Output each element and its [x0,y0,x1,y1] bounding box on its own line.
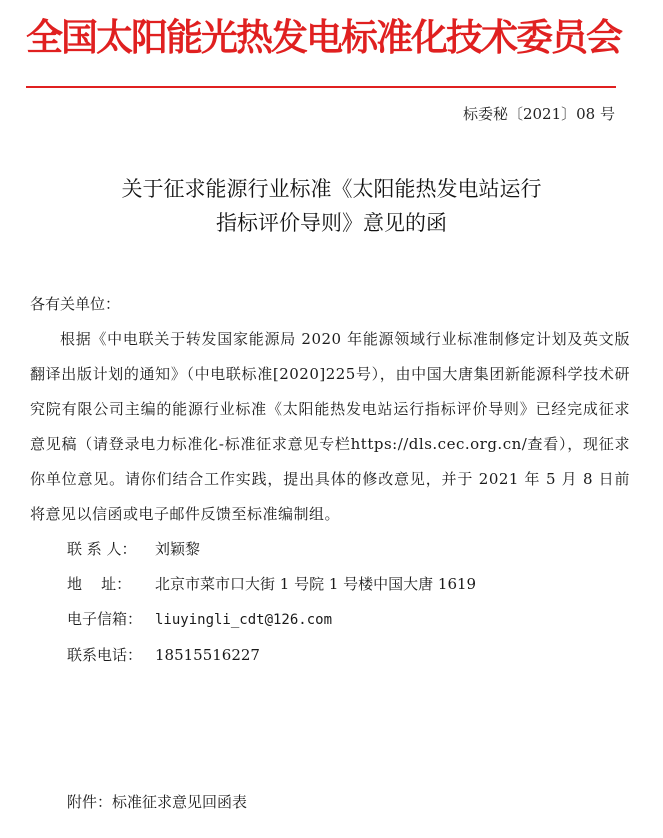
contact-address-label: 地 址： [67,575,132,593]
contact-phone-label: 联系电话： [67,646,143,664]
contact-person-value: 刘颖黎 [155,540,201,558]
document-title-line-1: 关于征求能源行业标准《太阳能热发电站运行 [121,177,542,201]
salutation: 各有关单位： [30,295,121,313]
contact-email-label: 电子信箱： [67,610,143,628]
attachment-value: 标准征求意见回函表 [112,793,248,811]
contact-address [30,567,630,602]
contact-email-value: liuyingli_cdt@126.com [155,612,333,628]
attachment-label: 附件： [67,793,113,811]
contact-person [30,532,630,567]
contact-phone-value: 18515516227 [155,646,260,664]
header-divider [26,86,616,88]
document-title [0,172,663,240]
contact-person-label: 联 系 人： [67,540,137,558]
document-title-line-2: 指标评价导则》意见的函 [216,211,447,235]
document-number: 标委秘〔2021〕08 号 [462,105,615,123]
contact-email [30,602,630,638]
letter-body [30,287,630,673]
attachment-line [67,785,247,820]
body-paragraph: 根据《中电联关于转发国家能源局 2020 年能源领域行业标准制修定计划及英文版翻译出版计划的通知》（中电联标准[2020]225号），由中国大唐集团新能源科学技术研究院有限公司主编的能源行业标准《太阳能热发电站运行指标评价导则》已经完成征求意见稿（请登录电力标准化-标准征求意见专栏https://dls.cec.org.cn/查看），现征求你单位意见。请你们结合工作实践，提出具体的修改意见，并于 2021 年 5 月 8 日前将意见以信函或电子邮件反馈至标准编制组。 [30,330,630,523]
contact-address-value: 北京市菜市口大街 1 号院 1 号楼中国大唐 1619 [155,575,477,593]
organization-title: 全国太阳能光热发电标准化技术委员会 [26,16,621,59]
contact-phone [30,638,630,673]
